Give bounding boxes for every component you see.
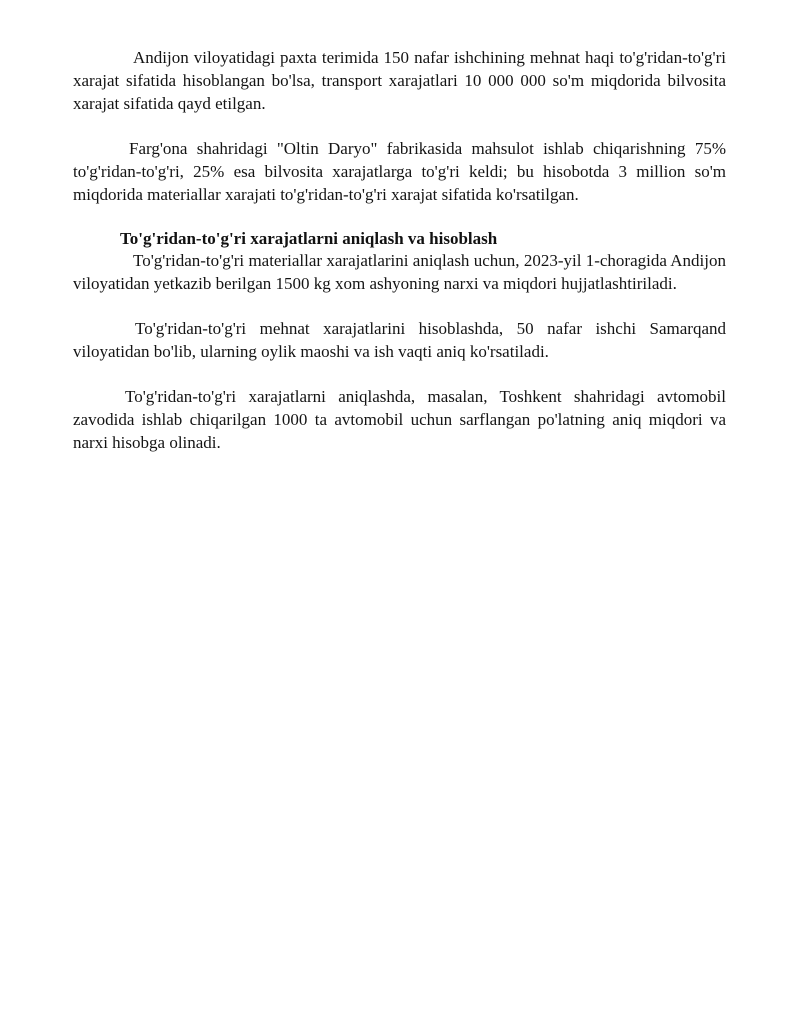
paragraph-direct-materials: To'g'ridan-to'g'ri materiallar xarajatlarini aniqlash uchun, 2023-yil 1-choragida Andijon viloyatidan yetkazib berilgan 1500 kg xom ashyoning narxi va miqdori hujjatlashtiriladi. bbox=[73, 251, 726, 293]
paragraph-tashkent-plant: To'g'ridan-to'g'ri xarajatlarni aniqlashda, masalan, Toshkent shahridagi avtomobil zavodida ishlab chiqarilgan 1000 ta avtomobil uchun sarflangan po'latning aniq miqdori va narxi hisobga olinadi. bbox=[73, 387, 726, 452]
section-heading: To'g'ridan-to'g'ri xarajatlarni aniqlash va hisoblash bbox=[120, 229, 498, 248]
paragraph-fergana-factory: Farg'ona shahridagi "Oltin Daryo" fabrikasida mahsulot ishlab chiqarishning 75% to'g'ridan-to'g'ri, 25% esa bilvosita xarajatlarga to'g'ri keldi; bu hisobotda 3 million so'm miqdorida materiallar xarajati to'g'ridan-to'g'ri xarajat sifatida ko'rsatilgan. bbox=[73, 139, 726, 204]
paragraph-andijon-cotton: Andijon viloyatidagi paxta terimida 150 nafar ishchining mehnat haqi to'g'ridan-to'g'ri xarajat sifatida hisoblangan bo'lsa, transport xarajatlari 10 000 000 so'm miqdorida bilvosita xarajat sifatida qayd etilgan. bbox=[73, 48, 726, 113]
paragraph-direct-labor: To'g'ridan-to'g'ri mehnat xarajatlarini hisoblashda, 50 nafar ishchi Samarqand viloyatidan bo'lib, ularning oylik maoshi va ish vaqti aniq ko'rsatiladi. bbox=[73, 319, 726, 361]
document-body bbox=[73, 46, 726, 454]
